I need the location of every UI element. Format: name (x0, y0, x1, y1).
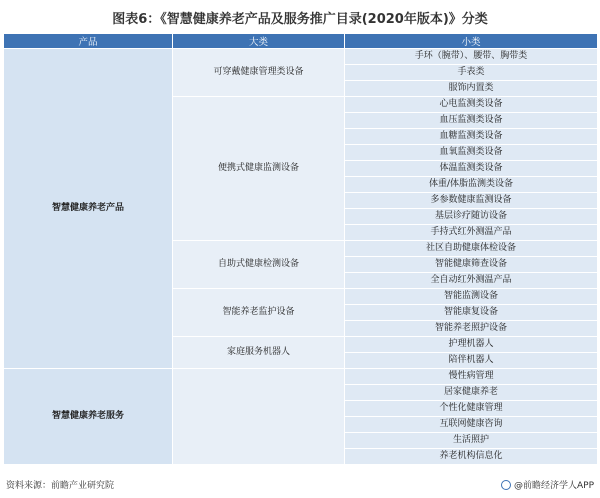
minor-category-cell: 互联网健康咨询 (345, 417, 598, 433)
minor-category-cell: 生活照护 (345, 433, 598, 449)
minor-category-cell: 智能康复设备 (345, 305, 598, 321)
minor-category-cell: 手表类 (345, 65, 598, 81)
minor-category-cell: 手持式红外测温产品 (345, 225, 598, 241)
major-category-cell: 自助式健康检测设备 (173, 241, 345, 289)
minor-category-cell: 多参数健康监测设备 (345, 193, 598, 209)
minor-category-cell: 体温监测类设备 (345, 161, 598, 177)
brand-text: @前瞻经济学人APP (513, 481, 594, 491)
minor-category-cell: 服饰内置类 (345, 81, 598, 97)
header-minor: 小类 (345, 34, 598, 49)
product-cell: 智慧健康养老产品 (4, 49, 173, 369)
header-major: 大类 (173, 34, 345, 49)
table-header-row (4, 34, 598, 49)
minor-category-cell: 手环（腕带）、腰带、胸带类 (345, 49, 598, 65)
major-category-cell: 可穿戴健康管理类设备 (173, 49, 345, 97)
major-category-cell: 智能养老监护设备 (173, 289, 345, 337)
table-row (4, 49, 598, 65)
minor-category-cell: 居家健康养老 (345, 385, 598, 401)
minor-category-cell: 社区自助健康体检设备 (345, 241, 598, 257)
minor-category-cell: 血氧监测类设备 (345, 145, 598, 161)
minor-category-cell: 个性化健康管理 (345, 401, 598, 417)
minor-category-cell: 血糖监测类设备 (345, 129, 598, 145)
minor-category-cell: 全自动红外测温产品 (345, 273, 598, 289)
minor-category-cell: 基层诊疗随访设备 (345, 209, 598, 225)
minor-category-cell: 智能养老照护设备 (345, 321, 598, 337)
minor-category-cell: 血压监测类设备 (345, 113, 598, 129)
minor-category-cell: 养老机构信息化 (345, 449, 598, 465)
major-category-cell: 家庭服务机器人 (173, 337, 345, 369)
source-note: 资料来源：前瞻产业研究院 (6, 481, 115, 491)
table-body (4, 49, 598, 465)
brand-note (501, 478, 594, 491)
category-table (3, 33, 598, 465)
minor-category-cell: 智能健康筛查设备 (345, 257, 598, 273)
header-product: 产品 (4, 34, 173, 49)
page-title: 图表6：《智慧健康养老产品及服务推广目录(2020年版本)》分类 (112, 12, 488, 27)
brand-logo-icon (501, 480, 511, 490)
minor-category-cell: 陪伴机器人 (345, 353, 598, 369)
table-row (4, 369, 598, 385)
minor-category-cell: 护理机器人 (345, 337, 598, 353)
minor-category-cell: 智能监测设备 (345, 289, 598, 305)
minor-category-cell: 体重/体脂监测类设备 (345, 177, 598, 193)
minor-category-cell: 心电监测类设备 (345, 97, 598, 113)
major-category-cell (173, 369, 345, 465)
major-category-cell: 便携式健康监测设备 (173, 97, 345, 241)
minor-category-cell: 慢性病管理 (345, 369, 598, 385)
product-cell: 智慧健康养老服务 (4, 369, 173, 465)
